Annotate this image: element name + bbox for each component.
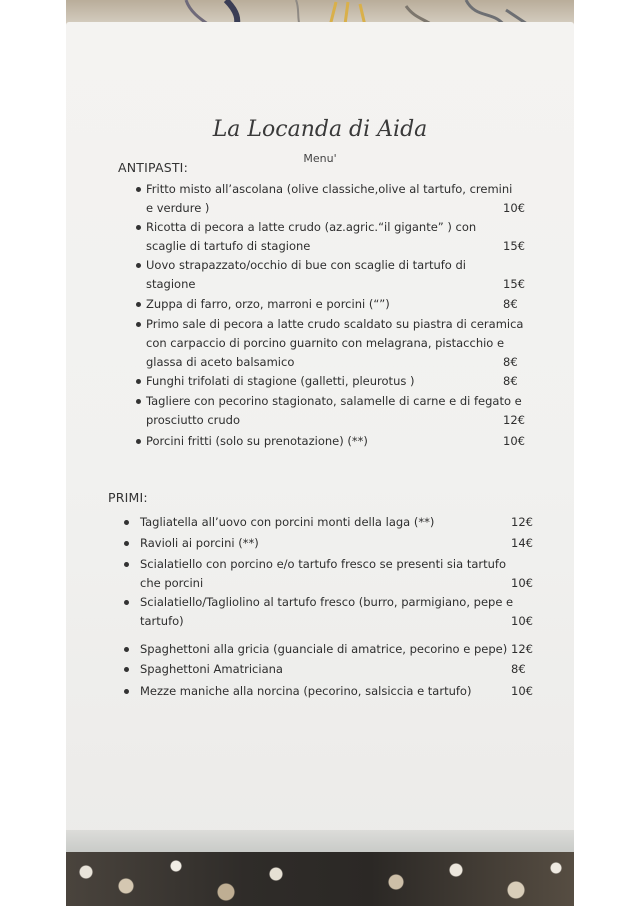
bullet-icon: [136, 302, 141, 307]
menu-item-text: Tagliere con pecorino stagionato, salamelle di carne e di fegato e: [146, 394, 522, 408]
bullet-icon: [136, 379, 141, 384]
menu-item-text: prosciutto crudo: [146, 413, 240, 427]
bullet-icon: [124, 667, 129, 672]
menu-item-text: con carpaccio di porcino guarnito con melagrana, pistacchio e: [146, 336, 505, 350]
menu-photo: [66, 0, 574, 906]
bullet-icon: [136, 263, 141, 268]
bullet-icon: [124, 689, 129, 694]
menu-item-text: Uovo strapazzato/occhio di bue con scaglie di tartufo di: [146, 258, 466, 272]
menu-item-price: 10€: [511, 614, 533, 628]
menu-item-text: Ravioli ai porcini (**): [140, 536, 259, 550]
menu-item-price: 12€: [503, 413, 525, 427]
menu-item-price: 10€: [511, 684, 533, 698]
bullet-icon: [136, 399, 141, 404]
menu-item-text: Scialatiello con porcino e/o tartufo fresco se presenti sia tartufo: [140, 557, 506, 571]
menu-item-text: Primo sale di pecora a latte crudo scaldato su piastra di ceramica: [146, 317, 524, 331]
menu-item-text: Spaghettoni Amatriciana: [140, 662, 283, 676]
menu-item-price: 10€: [511, 576, 533, 590]
bullet-icon: [136, 439, 141, 444]
menu-item-price: 8€: [503, 355, 518, 369]
bullet-icon: [136, 225, 141, 230]
menu-item-text: stagione: [146, 277, 196, 291]
menu-item-text: tartufo): [140, 614, 184, 628]
plastic-sleeve-edge: [66, 830, 574, 852]
section-title-antipasti: ANTIPASTI:: [118, 160, 188, 175]
menu-item-price: 12€: [511, 515, 533, 529]
menu-item-text: Porcini fritti (solo su prenotazione) (**): [146, 434, 368, 448]
menu-item-text: glassa di aceto balsamico: [146, 355, 295, 369]
bullet-icon: [124, 562, 129, 567]
bullet-icon: [124, 541, 129, 546]
menu-item-price: 8€: [511, 662, 526, 676]
menu-item-text: scaglie di tartufo di stagione: [146, 239, 311, 253]
menu-item-text: Scialatiello/Tagliolino al tartufo fresco (burro, parmigiano, pepe e: [140, 595, 514, 609]
menu-item-text: Funghi trifolati di stagione (galletti, pleurotus ): [146, 374, 415, 388]
menu-item-text: e verdure ): [146, 201, 210, 215]
menu-item-text: Tagliatella all’uovo con porcini monti della laga (**): [140, 515, 435, 529]
bullet-icon: [124, 647, 129, 652]
menu-item-text: Spaghettoni alla gricia (guanciale di amatrice, pecorino e pepe): [140, 642, 508, 656]
menu-item-price: 12€: [511, 642, 533, 656]
restaurant-logo: [186, 108, 454, 148]
menu-item-text: Fritto misto all’ascolana (olive classiche,olive al tartufo, cremini: [146, 182, 513, 196]
menu-item-text: Mezze maniche alla norcina (pecorino, salsiccia e tartufo): [140, 684, 472, 698]
menu-item-text: che porcini: [140, 576, 204, 590]
menu-item-price: 10€: [503, 201, 525, 215]
bullet-icon: [136, 322, 141, 327]
bullet-icon: [136, 187, 141, 192]
menu-item-text: Ricotta di pecora a latte crudo (az.agric.“il gigante” ) con: [146, 220, 477, 234]
menu-item-price: 10€: [503, 434, 525, 448]
menu-subtitle: Menu': [303, 152, 337, 165]
menu-item-price: 15€: [503, 277, 525, 291]
menu-sheet: [66, 22, 574, 850]
menu-item-text: Zuppa di farro, orzo, marroni e porcini (“”): [146, 297, 390, 311]
section-title-primi: PRIMI:: [108, 490, 148, 505]
pebble-floor: [66, 852, 574, 906]
bullet-icon: [124, 520, 129, 525]
bullet-icon: [124, 600, 129, 605]
menu-item-price: 14€: [511, 536, 533, 550]
logo-text: La Locanda di Aida: [212, 117, 428, 142]
menu-item-price: 8€: [503, 374, 518, 388]
menu-item-price: 15€: [503, 239, 525, 253]
menu-item-price: 8€: [503, 297, 518, 311]
